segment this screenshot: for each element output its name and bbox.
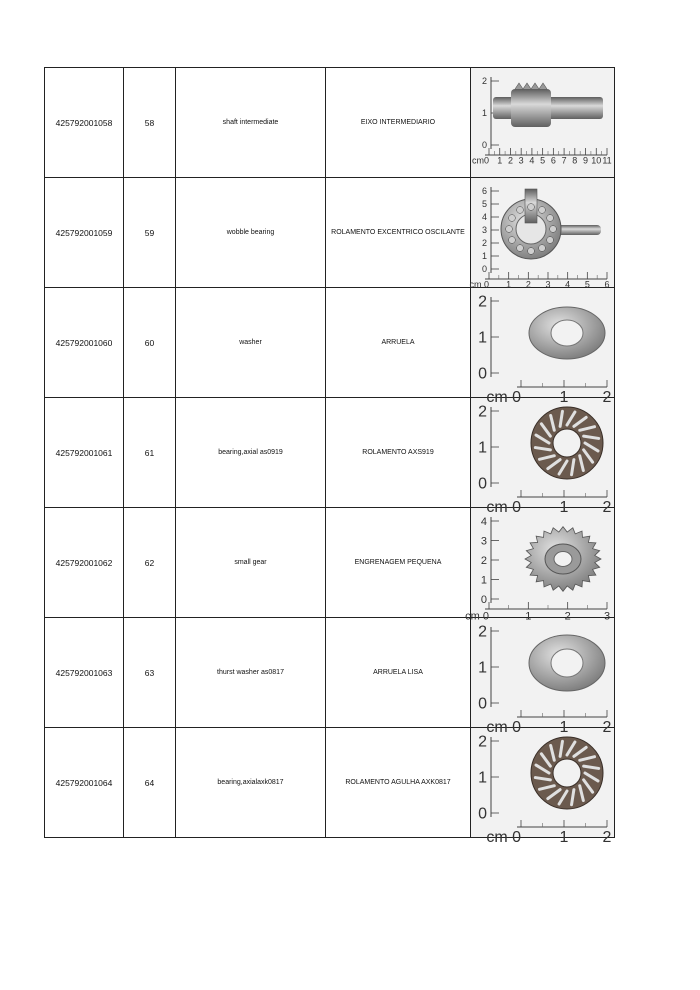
description-portuguese: ROLAMENTO AGULHA AXK0817 <box>326 728 471 838</box>
ruler-y-label: 1 <box>480 573 487 586</box>
ruler-y-label: 0 <box>481 263 487 274</box>
ruler-y-label: 3 <box>481 224 487 235</box>
ruler-x-label: 11 <box>602 155 612 166</box>
ruler-y-label: 5 <box>481 198 487 209</box>
gear-photo <box>465 509 613 622</box>
ruler-x-label: 5 <box>540 155 546 166</box>
ruler-x-label: 1 <box>506 279 512 290</box>
part-code: 425792001062 <box>45 508 124 618</box>
ruler-x-label: 7 <box>561 155 567 166</box>
description-portuguese: ROLAMENTO EXCENTRICO OSCILANTE <box>326 178 471 288</box>
ruler-y-label: 1 <box>481 250 487 261</box>
ruler-x-label: cm 0 <box>486 388 521 406</box>
ruler-x-label: 6 <box>604 279 610 290</box>
ruler-x-label: 6 <box>550 155 556 166</box>
ruler-x-label: cm 0 <box>486 718 521 736</box>
part-photo-cell <box>471 288 615 406</box>
part-code: 425792001061 <box>45 398 124 508</box>
table-row <box>45 618 615 728</box>
position-number: 58 <box>124 68 176 178</box>
position-number: 59 <box>124 178 176 288</box>
ruler-x-label: 2 <box>525 279 531 290</box>
ruler-y-label: 2 <box>481 237 487 248</box>
ruler-x-label: 2 <box>602 828 612 846</box>
ruler-y-label: 1 <box>478 329 487 347</box>
needle-bearing-photo <box>471 729 613 846</box>
part-code: 425792001058 <box>45 68 124 178</box>
ruler-x-label: 1 <box>559 498 569 516</box>
ruler-x-label: 10 <box>591 155 602 166</box>
description-english: shaft intermediate <box>176 68 326 178</box>
description-english: thurst washer as0817 <box>176 618 326 728</box>
ruler-y-label: 2 <box>480 554 487 567</box>
ruler-y-label: 0 <box>478 695 487 713</box>
position-number: 62 <box>124 508 176 618</box>
part-code: 425792001064 <box>45 728 124 838</box>
ruler-x-label: cm 0 <box>486 828 521 846</box>
part-photo-cell <box>471 618 615 736</box>
shaft-photo <box>471 69 613 177</box>
ruler-y-label: 0 <box>478 475 487 493</box>
description-english: washer <box>176 288 326 398</box>
part-photo-cell <box>471 398 615 516</box>
table-row <box>45 68 615 178</box>
ruler-y-label: 4 <box>480 515 487 528</box>
ruler-x-label: 2 <box>507 155 513 166</box>
washer-photo <box>471 289 613 406</box>
ruler-x-label: 2 <box>602 388 612 406</box>
ruler-x-label: 2 <box>564 609 571 622</box>
parts-table <box>44 67 615 846</box>
description-english: bearing,axialaxk0817 <box>176 728 326 838</box>
table-row <box>45 288 615 398</box>
ruler-y-label: 6 <box>481 185 487 196</box>
ruler-x-label: 1 <box>525 609 532 622</box>
description-english: wobble bearing <box>176 178 326 288</box>
ruler-x-label: 3 <box>603 609 611 622</box>
parts-table-body <box>45 68 615 846</box>
ruler-y-label: 1 <box>481 107 487 118</box>
description-portuguese: ARRUELA <box>326 288 471 398</box>
table-row <box>45 398 615 508</box>
ruler-x-label: 3 <box>518 155 524 166</box>
ruler-y-label: 4 <box>481 211 487 222</box>
ruler-x-label: 1 <box>559 718 569 736</box>
position-number: 60 <box>124 288 176 398</box>
description-portuguese: ROLAMENTO AXS919 <box>326 398 471 508</box>
ruler-y-label: 0 <box>480 593 487 606</box>
part-code: 425792001063 <box>45 618 124 728</box>
position-number: 61 <box>124 398 176 508</box>
ruler-x-label: cm 0 <box>486 498 521 516</box>
ruler-y-label: 2 <box>478 733 487 751</box>
ruler-y-label: 0 <box>478 365 487 383</box>
ruler-x-label: 2 <box>602 498 612 516</box>
description-english: bearing,axial as0919 <box>176 398 326 508</box>
table-row <box>45 178 615 288</box>
part-code: 425792001060 <box>45 288 124 398</box>
table-row <box>45 508 615 618</box>
ruler-x-label: 2 <box>602 718 612 736</box>
ruler-y-label: 0 <box>478 805 487 823</box>
table-row <box>45 728 615 838</box>
ruler-x-label: cm0 <box>471 155 489 166</box>
ruler-x-label: 3 <box>545 279 551 290</box>
ruler-y-label: 3 <box>480 534 487 547</box>
part-photo-cell <box>471 728 615 846</box>
description-portuguese: ENGRENAGEM PEQUENA <box>326 508 471 618</box>
position-number: 64 <box>124 728 176 838</box>
ruler-x-label: 5 <box>584 279 590 290</box>
ruler-y-label: 1 <box>478 769 487 787</box>
part-photo-cell <box>471 68 615 178</box>
ruler-x-label: cm 0 <box>469 279 489 290</box>
ruler-x-label: cm 0 <box>465 609 489 622</box>
wobble-bearing-photo <box>469 179 613 290</box>
part-code: 425792001059 <box>45 178 124 288</box>
position-number: 63 <box>124 618 176 728</box>
description-english: small gear <box>176 508 326 618</box>
description-portuguese: EIXO INTERMEDIARIO <box>326 68 471 178</box>
ruler-y-label: 2 <box>478 623 487 641</box>
needle-bearing-photo <box>471 399 613 516</box>
ruler-y-label: 1 <box>478 439 487 457</box>
ruler-x-label: 8 <box>572 155 578 166</box>
ruler-x-label: 4 <box>565 279 571 290</box>
description-portuguese: ARRUELA LISA <box>326 618 471 728</box>
ruler-y-label: 2 <box>481 75 487 86</box>
flat-washer-photo <box>471 619 613 736</box>
ruler-y-label: 2 <box>478 293 487 311</box>
ruler-x-label: 1 <box>559 388 569 406</box>
ruler-y-label: 2 <box>478 403 487 421</box>
ruler-x-label: 1 <box>497 155 503 166</box>
ruler-y-label: 0 <box>481 139 487 150</box>
ruler-x-label: 4 <box>529 155 535 166</box>
ruler-x-label: 1 <box>559 828 569 846</box>
part-photo-cell <box>465 508 615 622</box>
ruler-y-label: 1 <box>478 659 487 677</box>
part-photo-cell <box>471 178 615 288</box>
ruler-x-label: 9 <box>583 155 589 166</box>
